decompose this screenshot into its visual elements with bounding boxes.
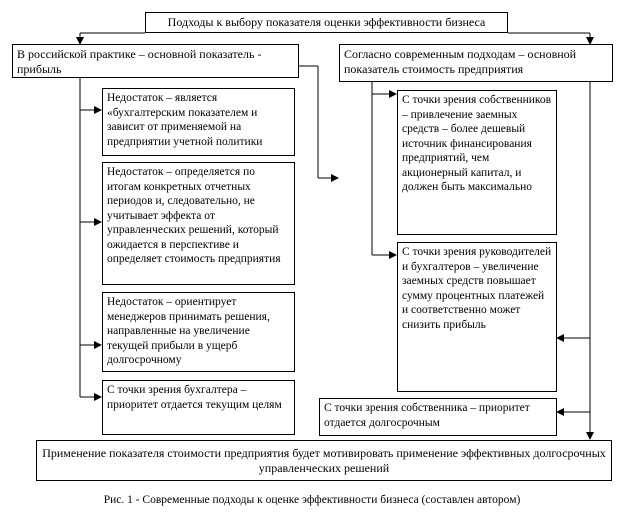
left-header-box: В российской практике – основной показатель - прибыль bbox=[12, 44, 299, 78]
left-item-2: Недостаток – определяется по итогам конкретных отчетных периодов и, следовательно, не учитывает эффекта от управленческих решений, который ожидается в перспективе и определяет стоимость предприятия bbox=[102, 162, 295, 285]
left-item-3: Недостаток – ориентирует менеджеров принимать решения, направленные на увеличение текущей прибыли в ущерб долгосрочному bbox=[102, 292, 295, 372]
right-header-box: Согласно современным подходам – основной показатель стоимость предприятия bbox=[339, 44, 613, 82]
top-box: Подходы к выбору показателя оценки эффективности бизнеса bbox=[145, 12, 508, 33]
bottom-box: Применение показателя стоимости предприятия будет мотивировать применение эффективных долгосрочных управленческих решений bbox=[36, 440, 612, 481]
right-item-1: С точки зрения собственников – привлечение заемных средств – более дешевый источник финансирования предприятий, чем акционерный капитал, и должен быть максимально bbox=[397, 90, 557, 235]
right-item-2: С точки зрения руководителей и бухгалтеров – увеличение заемных средств повышает сумму процентных платежей и соответственно может снизить прибыль bbox=[397, 242, 557, 392]
figure-caption: Рис. 1 - Современные подходы к оценке эффективности бизнеса (составлен автором) bbox=[103, 494, 521, 506]
right-item-3: С точки зрения собственника – приоритет отдается долгосрочным bbox=[319, 398, 557, 436]
left-item-1: Недостаток – является «бухгалтерским показателем и зависит от применяемой на предприятии учетной политики bbox=[102, 88, 295, 156]
left-item-4: С точки зрения бухгалтера – приоритет отдается текущим целям bbox=[102, 380, 295, 435]
